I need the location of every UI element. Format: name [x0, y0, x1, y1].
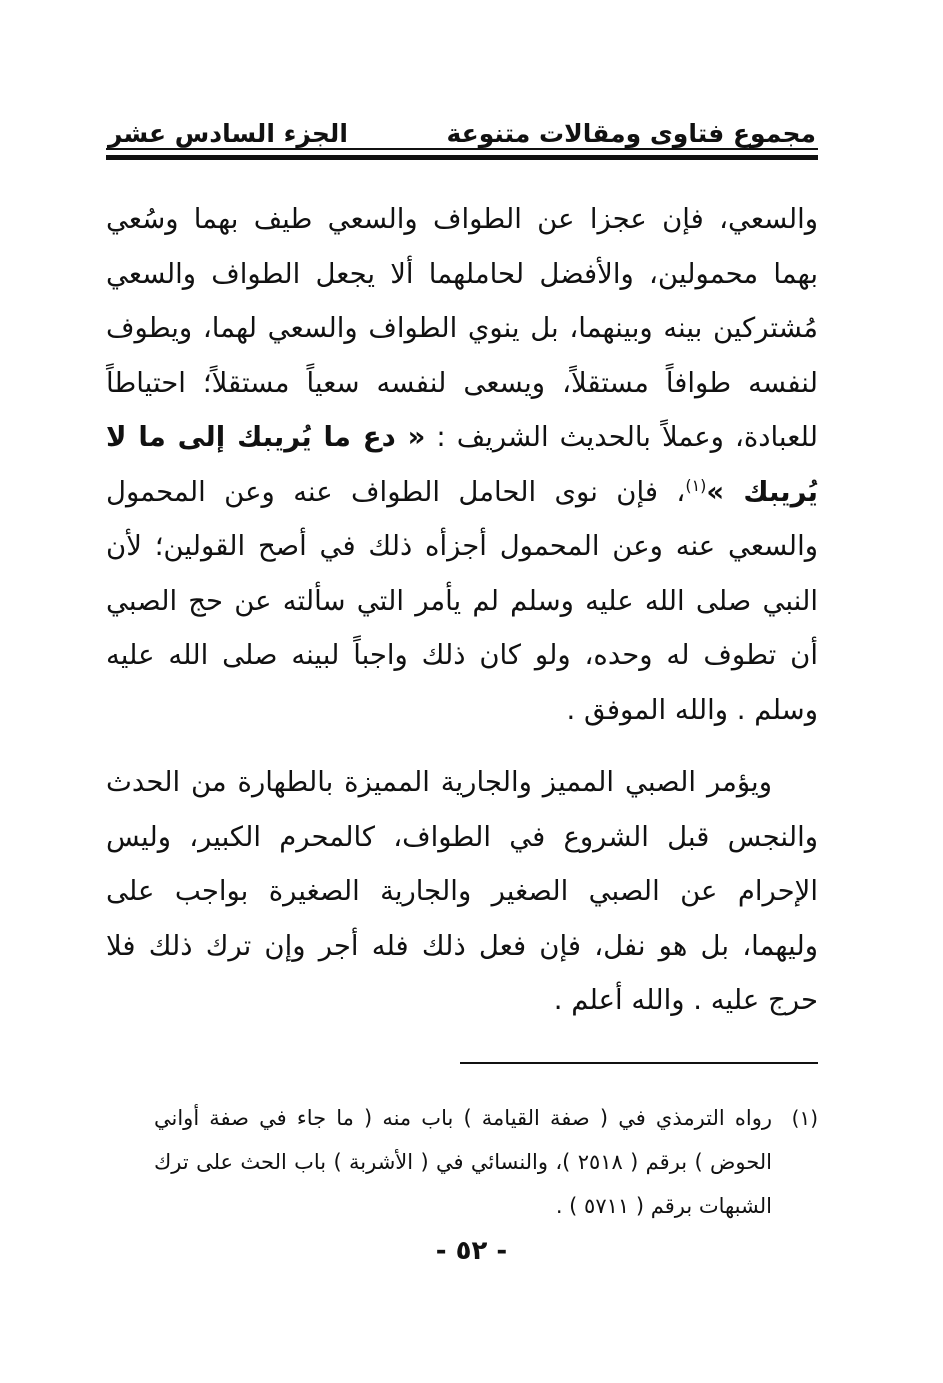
header-rule-thin: [106, 148, 818, 150]
header-rule-thick: [106, 155, 818, 160]
page-number: - ٥٢ -: [435, 1236, 508, 1266]
paragraph-2: ويؤمر الصبي المميز والجارية المميزة بالطهارة من الحدث والنجس قبل الشروع في الطواف، كالمحرم الكبير، وليس الإحرام عن الصبي الصغير والجارية الصغيرة بواجب على وليهما، بل هو نفل، فإن فعل ذلك فله أجر وإن ترك ذلك فلا حرج عليه . والله أعلم .: [106, 766, 818, 1016]
footnote-separator: [460, 1062, 818, 1064]
running-header: [108, 108, 816, 148]
paragraph-1: [106, 192, 818, 737]
footnote-reference: (١): [685, 475, 707, 495]
volume-label: الجزء السادس عشر: [108, 119, 348, 148]
footnote-text: رواه الترمذي في ( صفة القيامة ) باب منه ( ما جاء في صفة أواني الحوض ) برقم ( ٢٥١٨ )، والنسائي في ( الأشربة ) باب الحث على ترك الشبهات برقم ( ٥٧١١ ) .: [154, 1106, 773, 1218]
footnote: [106, 1096, 818, 1228]
footnote-number: (١): [791, 1106, 818, 1130]
paragraph-1-text-a: والسعي، فإن عجزا عن الطواف والسعي طيف بهما وسُعي بهما محمولين، والأفضل لحاملهما ألا يجعل الطواف والسعي مُشتركين بينه وبينهما، بل ينوي الطواف والسعي لهما، ويطوف لنفسه طوافاً مستقلاً، ويسعى لنفسه سعياً مستقلاً؛ احتياطاً للعبادة، وعملاً بالحديث الشريف :: [106, 203, 818, 453]
book-title: مجموع فتاوى ومقالات متنوعة: [446, 119, 816, 148]
hadith-quote: « دع ما يُريبك إلى ما لا يُريبك »: [106, 421, 819, 508]
main-text: [106, 192, 818, 1028]
paragraph-1-text-b: ، فإن نوى الحامل الطواف عنه وعن المحمول والسعي عنه وعن المحمول أجزأه ذلك في أصح القولين؛ لأن النبي صلى الله عليه وسلم لم يأمر التي سألته عن حج الصبي أن تطوف له وحده، ولو كان ذلك واجباً لبينه صلى الله عليه وسلم . والله الموفق .: [106, 475, 818, 726]
